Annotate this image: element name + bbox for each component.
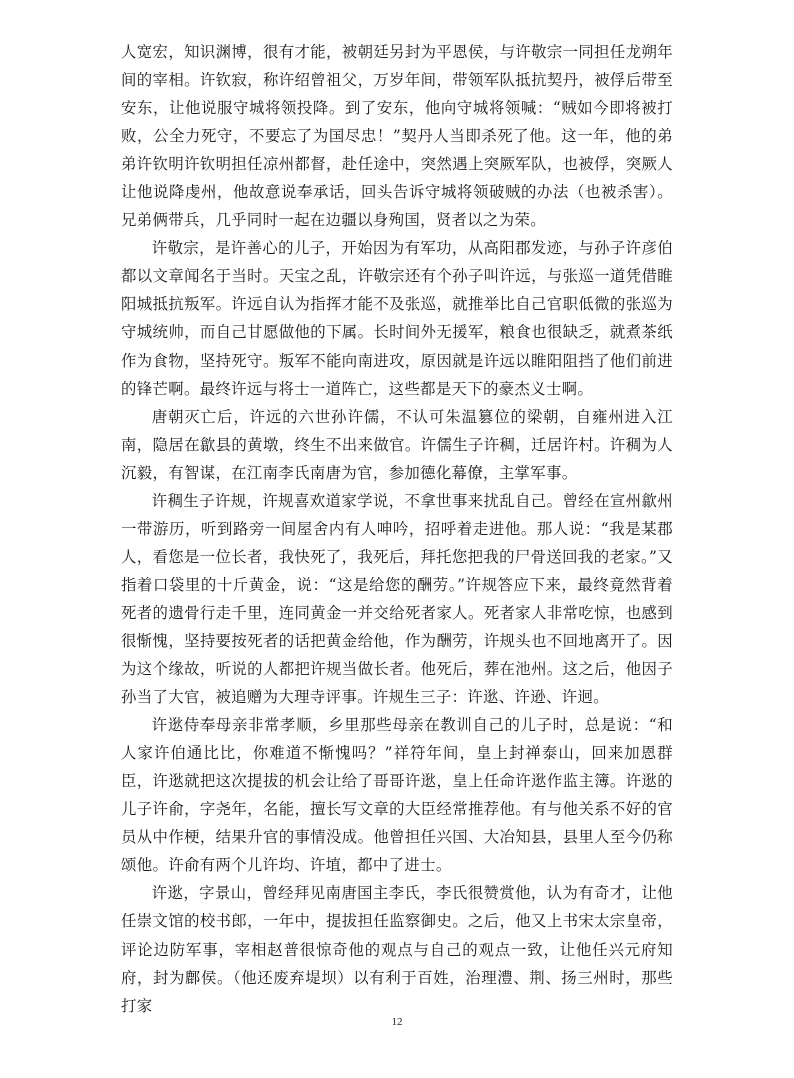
paragraph-3: 唐朝灭亡后，许远的六世孙许儒，不认可朱温篡位的梁朝，自雍州进入江南，隐居在歙县的黄墩，终生不出来做官。许儒生子许稠，迁居许村。许稠为人沉毅，有智谋，在江南李氏南唐为官，参加德化幕僚，主掌军事。 — [121, 407, 673, 482]
paragraph-1: 人宽宏，知识渊博，很有才能，被朝廷另封为平恩侯，与许敬宗一同担任龙朔年间的宰相。许钦寂，称许绍曾祖父，万岁年间，带领军队抵抗契丹，被俘后带至安东，让他说服守城将领投降。到了安东，他向守城将领喊：“贼如今即将被打败，公全力死守，不要忘了为国尽忠！”契丹人当即杀死了他。这一年，他的弟弟许钦明许钦明担任凉州都督，赴任途中，突然遇上突厥军队，也被俘，突厥人让他说降虔州，他故意说奉承话，回头告诉守城将领破贼的办法（也被杀害）。兄弟俩带兵，几乎同时一起在边疆以身殉国，贤者以之为荣。 — [121, 43, 673, 230]
paragraph-6: 许逖，字景山，曾经拜见南唐国主李氏，李氏很赞赏他，认为有奇才，让他任崇文馆的校书郎，一年中，提拔担任监察御史。之后，他又上书宋太宗皇帝，评论边防军事，宰相赵普很惊奇他的观点与自己的观点一致，让他任兴元府知府，封为鄜侯。（他还废弃堤坝）以有利于百姓，治理澧、荆、扬三州时，那些打家 — [121, 884, 673, 1015]
paragraph-4: 许稠生子许规，许规喜欢道家学说，不拿世事来扰乱自己。曾经在宣州歙州一带游历，听到路旁一间屋舍内有人呻吟，招呼着走进他。那人说：“我是某郡人，看您是一位长者，我快死了，我死后，拜托您把我的尸骨送回我的老家。”又指着口袋里的十斤黄金，说：“这是给您的酬劳。”许规答应下来，最终竟然背着死者的遗骨行走千里，连同黄金一并交给死者家人。死者家人非常吃惊，也感到很惭愧，坚持要按死者的话把黄金给他，作为酬劳，许规头也不回地离开了。因为这个缘故，听说的人都把许规当做长者。他死后，葬在池州。这之后，他因子孙当了大官，被追赠为大理寺评事。许规生三子：许逖、许逊、许迥。 — [121, 491, 673, 707]
document-page — [121, 38, 673, 1020]
paragraph-2: 许敬宗，是许善心的儿子，开始因为有军功，从高阳郡发迹，与孙子许彦伯都以文章闻名于当时。天宝之乱，许敬宗还有个孙子叫许远，与张巡一道凭借睢阳城抵抗叛军。许远自认为指挥才能不及张巡，就推举比自己官职低微的张巡为守城统帅，而自己甘愿做他的下属。长时间外无援军，粮食也很缺乏，就煮茶纸作为食物，坚持死守。叛军不能向南进攻，原因就是许远以睢阳阻挡了他们前进的锋芒啊。最终许远与将士一道阵亡，这些都是天下的豪杰义士啊。 — [121, 239, 673, 398]
page-number: 12 — [391, 1016, 403, 1028]
paragraph-5: 许逖侍奉母亲非常孝顺，乡里那些母亲在教训自己的儿子时，总是说：“和人家许伯通比比，你难道不惭愧吗？”祥符年间，皇上封禅泰山，回来加恩群臣，许逖就把这次提拔的机会让给了哥哥许逖，皇上任命许逖作监主簿。许逖的儿子许俞，字尧年，名能，擅长写文章的大臣经常推荐他。有与他关系不好的官员从中作梗，结果升官的事情没成。他曾担任兴国、大冶知县，县里人至今仍称颂他。许俞有两个儿许均、许埴，都中了进士。 — [121, 716, 673, 875]
